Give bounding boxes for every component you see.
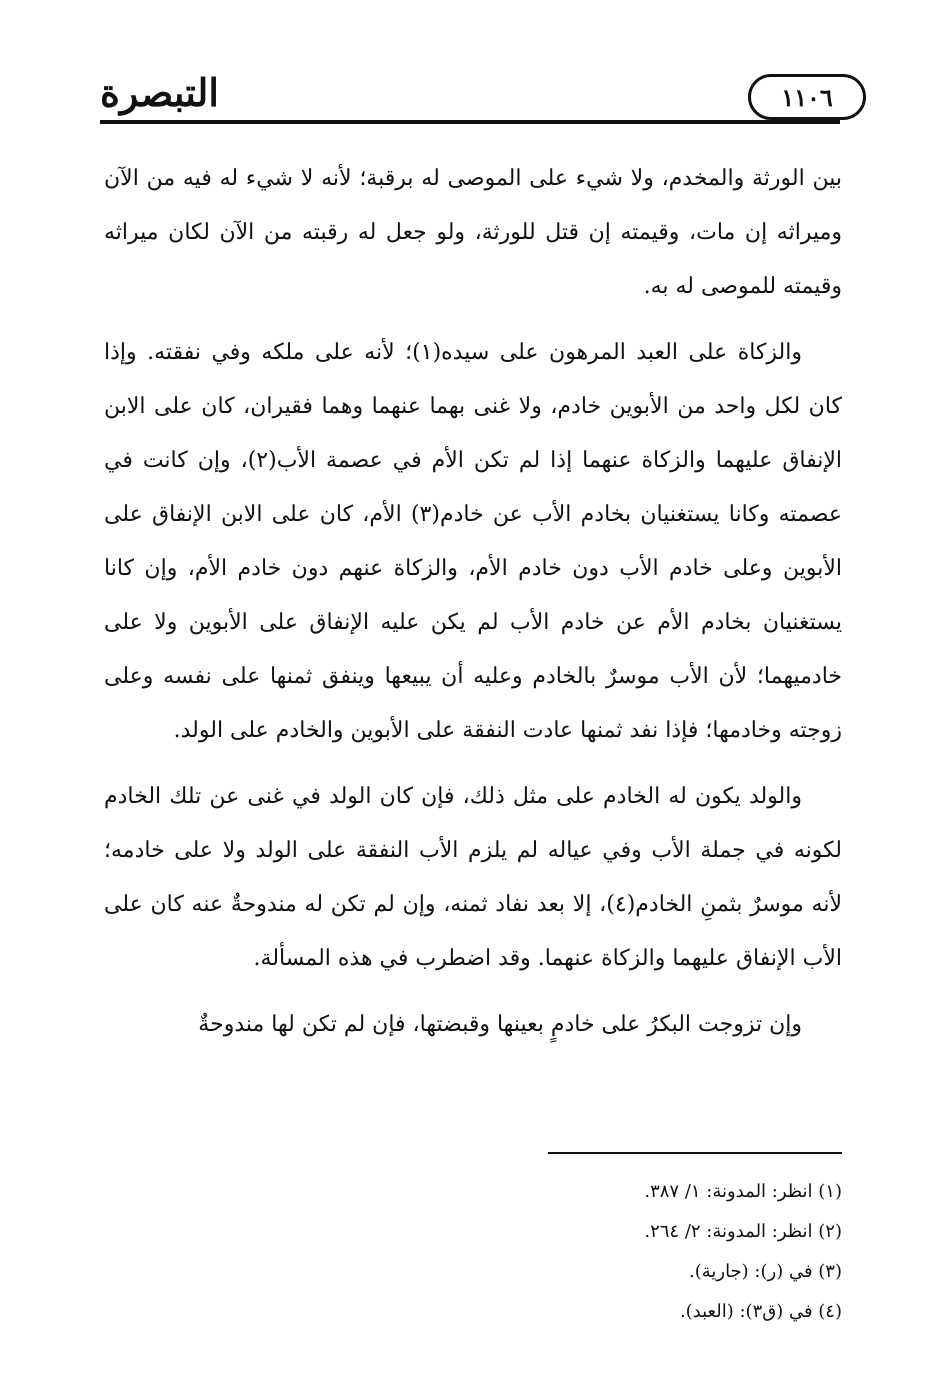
book-title: التبصرة <box>100 70 219 115</box>
page-header <box>100 60 860 130</box>
footnote: (٣) في (ر): (جارية). <box>688 1261 842 1282</box>
footnote: (٢) انظر: المدونة: ٢/ ٢٦٤. <box>644 1221 842 1242</box>
footnotes <box>480 1172 842 1332</box>
paragraph: والزكاة على العبد المرهون على سيده(١)؛ لأنه على ملكه وفي نفقته. وإذا كان لكل واحد من الأبوين خادم، ولا غنى بهما عنهما وهما فقيران، كان على الابن الإنفاق عليهما والزكاة عنهما إذا لم تكن الأم في عصمة الأب(٢)، وإن كانت في عصمته وكانا يستغنيان بخادم الأب عن خادم(٣) الأم، كان على الابن الإنفاق على الأبوين وعلى خادم الأب دون خادم الأم، والزكاة عنهم دون خادم الأم، وإن كانا يستغنيان بخادم الأم عن خادم الأب لم يكن عليه الإنفاق على الأبوين ولا على خادميهما؛ لأن الأب موسرٌ بالخادم وعليه أن يبيعها وينفق ثمنها على نفسه وعلى زوجته وخادمها؛ فإذا نفد ثمنها عادت النفقة على الأبوين والخادم على الولد. <box>104 340 843 743</box>
footnote: (١) انظر: المدونة: ١/ ٣٨٧. <box>644 1181 842 1202</box>
paragraph: بين الورثة والمخدم، ولا شيء على الموصى له برقبة؛ لأنه لا شيء له فيه من الآن وميراثه إن مات، وقيمته إن قتل للورثة، ولو جعل له رقبته من الآن لكان ميراثه وقيمته للموصى له به. <box>104 166 842 299</box>
paragraph: والولد يكون له الخادم على مثل ذلك، فإن كان الولد في غنى عن تلك الخادم لكونه في جملة الأب وفي عياله لم يلزم الأب النفقة على الولد ولا على خادمه؛ لأنه موسرٌ بثمنِ الخادم(٤)، إلا بعد نفاد ثمنه، وإن لم تكن له مندوحةٌ عنه كان على الأب الإنفاق عليهما والزكاة عنهما. وقد اضطرب في هذه المسألة. <box>104 784 842 971</box>
main-text <box>104 152 842 1064</box>
page-number: ١١٠٦ <box>748 74 866 120</box>
header-divider <box>100 120 840 124</box>
paragraph: وإن تزوجت البكرُ على خادمٍ بعينها وقبضتها، فإن لم تكن لها مندوحةٌ <box>198 1012 802 1037</box>
footnote: (٤) في (ق٣): (العبد). <box>679 1301 842 1322</box>
footnote-divider <box>548 1152 842 1154</box>
